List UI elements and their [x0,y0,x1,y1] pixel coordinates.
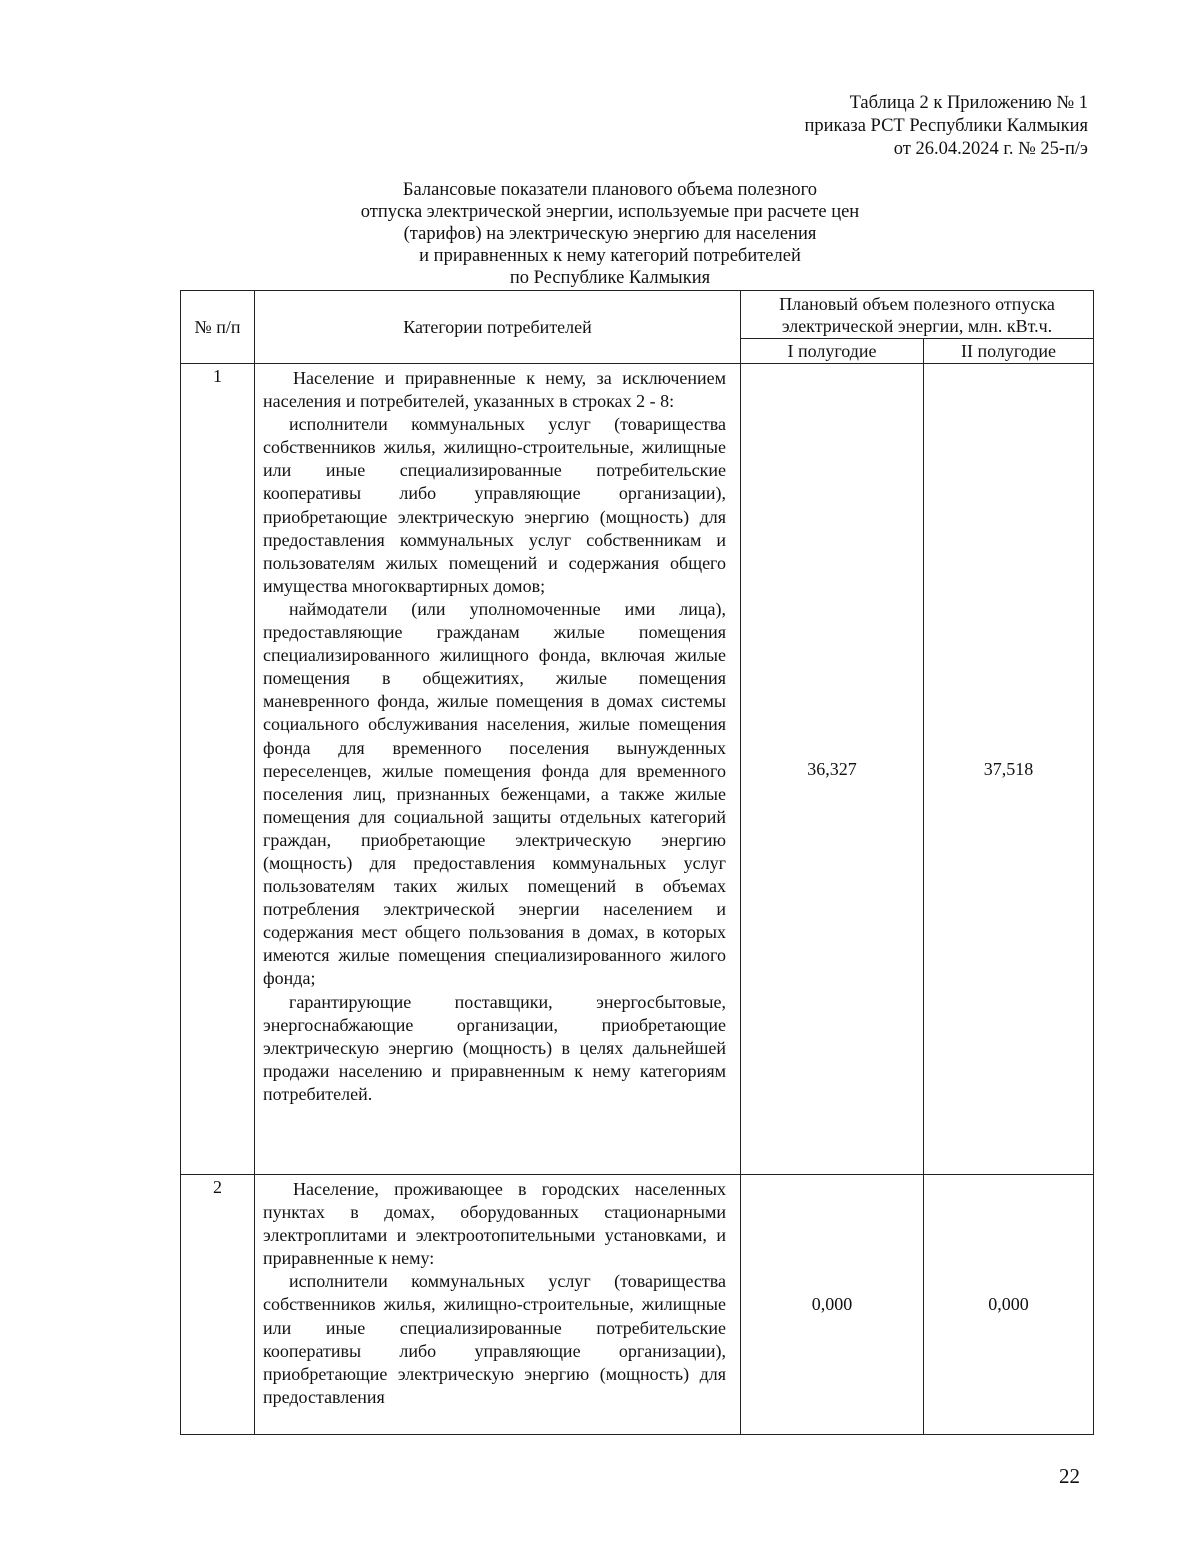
header-category: Категории потребителей [255,291,741,364]
title-line: (тарифов) на электрическую энергию для населения [403,224,817,244]
category-paragraph: исполнители коммунальных услуг (товарищества собственников жилья, жилищно-строительные, жилищные или иные специализированные потребительские кооперативы либо управляющие организации), приобретающие электрическую энергию (мощность) для предоставления [263,1271,726,1407]
header-half1: I полугодие [741,339,924,364]
row-half2-value: 37,518 [924,364,1094,1175]
table-row [181,364,1094,1175]
header-num: № п/п [181,291,255,364]
header-volume: Плановый объем полезного отпуска электрической энергии, млн. кВт.ч. [741,291,1094,339]
category-paragraph: наймодатели (или уполномоченные ими лица), предоставляющие гражданам жилые помещения специализированного жилищного фонда, включая жилые помещения в общежитиях, жилые помещения маневренного фонда, жилые помещения в домах системы социального обслуживания населения, жилые помещения фонда для временного поселения вынужденных переселенцев, жилые помещения фонда для временного поселения лиц, признанных беженцами, а также жилые помещения для социальной защиты отдельных категорий граждан, приобретающие электрическую энергию (мощность) для предоставления коммунальных услуг пользователям таких жилых помещений в объемах потребления электрической энергии населением и содержания мест общего пользования в домах, в которых имеются жилые помещения специализированного жилого фонда; [263,598,726,989]
page-number: 22 [1059,1464,1080,1488]
row-number: 1 [181,364,255,1175]
table-header-row [181,291,1094,339]
header-line: приказа РСТ Республики Калмыкия [804,116,1088,136]
row-number: 2 [181,1175,255,1435]
category-paragraph: Население, проживающее в городских населенных пунктах в домах, оборудованных стационарными электроплитами и электроотопительными установками, и приравненные к нему: [263,1179,726,1269]
row-category [255,1175,741,1435]
title-line: по Республике Калмыкия [509,268,711,288]
title-line: и приравненных к нему категорий потребителей [419,246,801,266]
row-half1-value: 0,000 [741,1175,924,1435]
category-paragraph: гарантирующие поставщики, энергосбытовые, энергоснабжающие организации, приобретающие электрическую энергию (мощность) в целях дальнейшей продажи населению и приравненным к нему категориям потребителей. [263,991,726,1104]
document-header [804,92,1088,161]
category-paragraph: исполнители коммунальных услуг (товарищества собственников жилья, жилищно-строительные, жилищные или иные специализированные потребительские кооперативы либо управляющие организации), приобретающие электрическую энергию (мощность) для предоставления коммунальных услуг собственникам и пользователям жилых помещений и содержания общего имущества многоквартирных домов; [263,414,726,596]
balance-table [180,290,1094,1435]
row-category [255,364,741,1175]
title-line: Балансовые показатели планового объема полезного [402,180,818,200]
header-half2: II полугодие [924,339,1094,364]
category-paragraph: Население и приравненные к нему, за исключением населения и потребителей, указанных в строках 2 - 8: [263,368,726,412]
header-line: от 26.04.2024 г. № 25-п/э [893,139,1088,159]
row-half1-value: 36,327 [741,364,924,1175]
title-line: отпуска электрической энергии, используемые при расчете цен [360,202,860,222]
header-line: Таблица 2 к Приложению № 1 [849,93,1088,113]
document-title [300,179,920,289]
table-row [181,1175,1094,1435]
row-half2-value: 0,000 [924,1175,1094,1435]
